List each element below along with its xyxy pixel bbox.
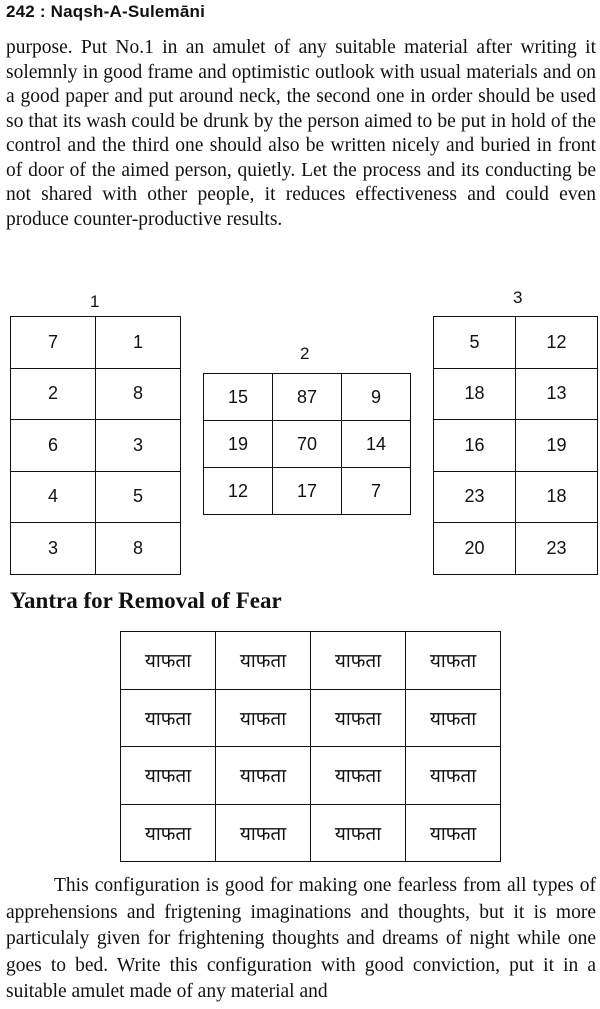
grid-cell: 13 [516, 368, 598, 420]
yantra-row [121, 804, 501, 862]
grid-cell: 7 [11, 317, 96, 369]
grid-1-label: 1 [90, 292, 100, 311]
grid-cell: 5 [434, 317, 516, 369]
body-paragraph-2: This configuration is good for making one fearless from all types of apprehensions and frigtening imaginations and thoughts, but it is more particulaly given for frightening thoughts and dreams of night while one goes to bed. Write this configuration with good conviction, put it in a suitable amulet made of any material and [6, 875, 596, 1002]
grid-row [434, 420, 598, 472]
grid-cell: 4 [11, 471, 96, 523]
grid-row [204, 421, 411, 468]
grid-cell: 15 [204, 374, 273, 421]
grid-cell: 1 [96, 317, 181, 369]
grid-row [11, 471, 181, 523]
grid-cell: 9 [342, 374, 411, 421]
grid-cell: 8 [96, 523, 181, 575]
grid-cell: 23 [434, 471, 516, 523]
yantra-cell: याफता [406, 804, 501, 862]
yantra-cell: याफता [311, 689, 406, 747]
body-paragraph-1: purpose. Put No.1 in an amulet of any suitable material after writing it solemnly in good frame and optimistic outlook with usual materials and on a good paper and put around neck, the second one in order should be used so that its wash could be drunk by the person aimed to be put in hold of the control and the third one should also be written nicely and buried in front of door of the aimed person, quietly. Let the process and its conducting be not shared with other people, it reduces effectiveness and could even produce counter-productive results. [6, 37, 596, 230]
grid-cell: 19 [204, 421, 273, 468]
grid-cell: 20 [434, 523, 516, 575]
yantra-cell: याफता [216, 804, 311, 862]
grid-2-label: 2 [300, 344, 310, 363]
yantra-cell: याफता [216, 689, 311, 747]
grid-cell: 87 [273, 374, 342, 421]
grid-row [11, 368, 181, 420]
grid-3-label: 3 [513, 288, 523, 307]
yantra-grid [120, 631, 501, 862]
number-grid-3 [433, 316, 598, 575]
grid-cell: 18 [516, 471, 598, 523]
grid-cell: 12 [204, 468, 273, 515]
yantra-row [121, 689, 501, 747]
section-title: Yantra for Removal of Fear [10, 588, 282, 613]
grid-cell: 12 [516, 317, 598, 369]
grid-cell: 70 [273, 421, 342, 468]
grid-row [434, 317, 598, 369]
grid-cell: 2 [11, 368, 96, 420]
yantra-cell: याफता [216, 747, 311, 805]
grid-cell: 3 [96, 420, 181, 472]
grid-cell: 19 [516, 420, 598, 472]
yantra-cell: याफता [406, 632, 501, 690]
grid-row [204, 468, 411, 515]
yantra-row [121, 747, 501, 805]
yantra-cell: याफता [311, 632, 406, 690]
grid-row [11, 317, 181, 369]
yantra-cell: याफता [406, 747, 501, 805]
grid-cell: 23 [516, 523, 598, 575]
grid-cell: 7 [342, 468, 411, 515]
yantra-cell: याफता [121, 632, 216, 690]
grid-row [204, 374, 411, 421]
grid-cell: 5 [96, 471, 181, 523]
running-head: 242 : Naqsh-A-Sulemāni [6, 2, 206, 21]
yantra-row [121, 632, 501, 690]
grid-row [11, 523, 181, 575]
yantra-cell: याफता [311, 804, 406, 862]
grid-cell: 17 [273, 468, 342, 515]
grid-row [434, 471, 598, 523]
number-grid-2 [203, 373, 411, 515]
grid-cell: 6 [11, 420, 96, 472]
grid-row [11, 420, 181, 472]
yantra-cell: याफता [121, 747, 216, 805]
grid-cell: 3 [11, 523, 96, 575]
yantra-cell: याफता [216, 632, 311, 690]
grid-cell: 16 [434, 420, 516, 472]
yantra-cell: याफता [121, 689, 216, 747]
grid-cell: 14 [342, 421, 411, 468]
yantra-cell: याफता [406, 689, 501, 747]
grid-row [434, 523, 598, 575]
grid-cell: 8 [96, 368, 181, 420]
number-grid-1 [10, 316, 181, 575]
grid-row [434, 368, 598, 420]
yantra-cell: याफता [121, 804, 216, 862]
grid-cell: 18 [434, 368, 516, 420]
yantra-cell: याफता [311, 747, 406, 805]
